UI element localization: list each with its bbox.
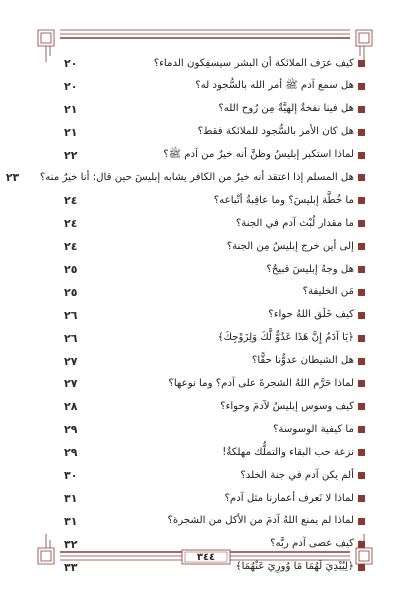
toc-entry [64,372,365,395]
toc-entry-page: ٣١ [64,514,78,528]
bullet-square-icon [358,472,365,479]
bullet-square-icon [358,426,365,433]
bullet-square-icon [358,174,365,181]
bullet-square-icon [358,335,365,342]
bullet-square-icon [358,60,365,67]
bullet-square-icon [358,266,365,273]
bullet-square-icon [358,312,365,319]
toc-entry-title: كيف عرَف الملائكة أن البشر سيسفِكون الدماء؟ [153,57,354,69]
toc-entry [64,52,365,75]
bullet-square-icon [358,518,365,525]
toc-entry-title: هل المسلم إذا اعتقد أنه خيرٌ من الكافر يشابه إبليسَ حين قال: أنا خيرٌ منه؟ [39,172,354,184]
bullet-square-icon [358,403,365,410]
toc-entry-title: هل الشيطان عدوُّنا حقًّا؟ [251,355,354,367]
bullet-square-icon [358,541,365,548]
toc-entry-title: ما كيفية الوسوسة؟ [272,423,354,435]
toc-entry-title: كيف خَلَق اللهُ حواء؟ [268,309,354,321]
toc-entry-title: ما مقدار لُبْث آدم في الجنة؟ [235,217,354,229]
toc-entry-page: ٢٣ [5,171,20,185]
bullet-square-icon [358,129,365,136]
toc-entry-page: ٢١ [64,102,78,116]
bullet-square-icon [358,380,365,387]
toc-entry-title: كيف عصى آدم ربَّه؟ [270,538,354,550]
toc-entry [64,144,365,167]
bullet-square-icon [358,152,365,159]
toc-entry-page: ٣٠ [64,468,78,482]
bullet-square-icon [358,83,365,90]
toc-entry-title: مَن الخليفة؟ [302,286,354,298]
toc-entry-title: إلى أين خرج إبليسُ مِن الجنة؟ [226,240,354,252]
toc-entry [64,281,365,304]
toc-entry [64,189,365,212]
bullet-square-icon [358,449,365,456]
toc-entry-page: ٢٤ [64,217,78,231]
toc-entry [64,258,365,281]
toc-entry-title: هل كان الأمر بالسُّجود للملائكة فقط؟ [197,126,354,138]
toc-entry-page: ٢٩ [64,423,78,437]
toc-entry-page: ٢٨ [64,400,78,414]
toc-entry-page: ٢٩ [64,446,78,460]
bullet-square-icon [358,564,365,571]
bullet-square-icon [358,289,365,296]
toc-entry-page: ٣٢ [64,537,78,551]
toc-entry-page: ٢٧ [64,354,78,368]
toc-entry-title: لماذا استكبر إبليسُ وظنَّ أنه خيرٌ من آدم ﷺ؟ [163,149,354,161]
toc-entry [64,304,365,327]
bullet-square-icon [358,243,365,250]
toc-entry [64,395,365,418]
bullet-square-icon [358,106,365,113]
toc-entry [64,327,365,350]
toc-entry-title: لماذا لم يمنع اللهُ آدمَ من الأكل من الشجرة؟ [167,515,354,527]
toc-entry-title: ﴿لِيُبْدِيَ لَهُمَا مَا وُورِيَ عَنْهُمَا﴾ [235,561,354,573]
toc-entry-page: ٣٣ [64,560,78,574]
toc-entry-page: ٢٢ [64,148,78,162]
toc-entry [64,487,365,510]
toc-entry-page: ٢٠ [64,56,78,70]
toc-entry-title: ما خُطَّة إبليسَ؟ وما عاقِبةُ أتْباعه؟ [213,194,354,206]
bullet-square-icon [358,197,365,204]
toc-entry-page: ٢٠ [64,79,78,93]
toc-entry [64,75,365,98]
toc-entry-page: ٢٥ [64,285,78,299]
toc-entry-page: ٣١ [64,491,78,505]
toc-entry [64,350,365,373]
toc-entry [64,212,365,235]
toc-entry-page: ٢١ [64,125,78,139]
toc-entry-title: لماذا حَرَّم اللهُ الشجرةَ على آدم؟ وما نوعها؟ [168,378,354,390]
toc-entry-title: ﴿يَا آدَمُ إِنَّ هَذَا عَدُوٌّ لَّكَ وَلِزَوْجِكَ﴾ [217,332,354,344]
bullet-square-icon [358,495,365,502]
toc-entry-title: ألم يكن آدم في جنة الخلد؟ [240,469,354,481]
toc-entry-page: ٢٤ [64,194,78,208]
toc-entry [5,166,365,189]
toc-entry [64,510,365,533]
toc-entry [64,98,365,121]
toc-entry-title: هل فينا نفخةٌ إلهيَّةٌ مِن رُوح الله؟ [218,103,354,115]
toc-entry-title: لماذا لا نَعرف أعمارنا مثل آدم؟ [224,492,354,504]
toc-entry [64,121,365,144]
bullet-square-icon [358,220,365,227]
toc-entry-title: كيف وسوس إبليسُ لآدمَ وحواء؟ [220,400,354,412]
toc-entry [64,441,365,464]
table-of-contents [5,52,365,578]
toc-entry-title: هل سمع آدم ﷺ أمر الله بالسُّجود له؟ [195,80,354,92]
toc-entry-page: ٢٦ [64,308,78,322]
toc-entry-page: ٢٦ [64,331,78,345]
toc-entry-title: هل وجهُ إبليسَ قبيحٌ؟ [266,263,354,275]
toc-entry-title: نزعة حب البقاء والتملُّك مهلكةٌ! [222,446,354,458]
toc-entry [64,235,365,258]
toc-entry-page: ٢٧ [64,377,78,391]
toc-entry [64,418,365,441]
toc-entry-page: ٢٥ [64,262,78,276]
bullet-square-icon [358,358,365,365]
toc-entry [64,464,365,487]
toc-entry-page: ٢٤ [64,240,78,254]
page-number-footer: ٣٤٤ [196,552,216,563]
